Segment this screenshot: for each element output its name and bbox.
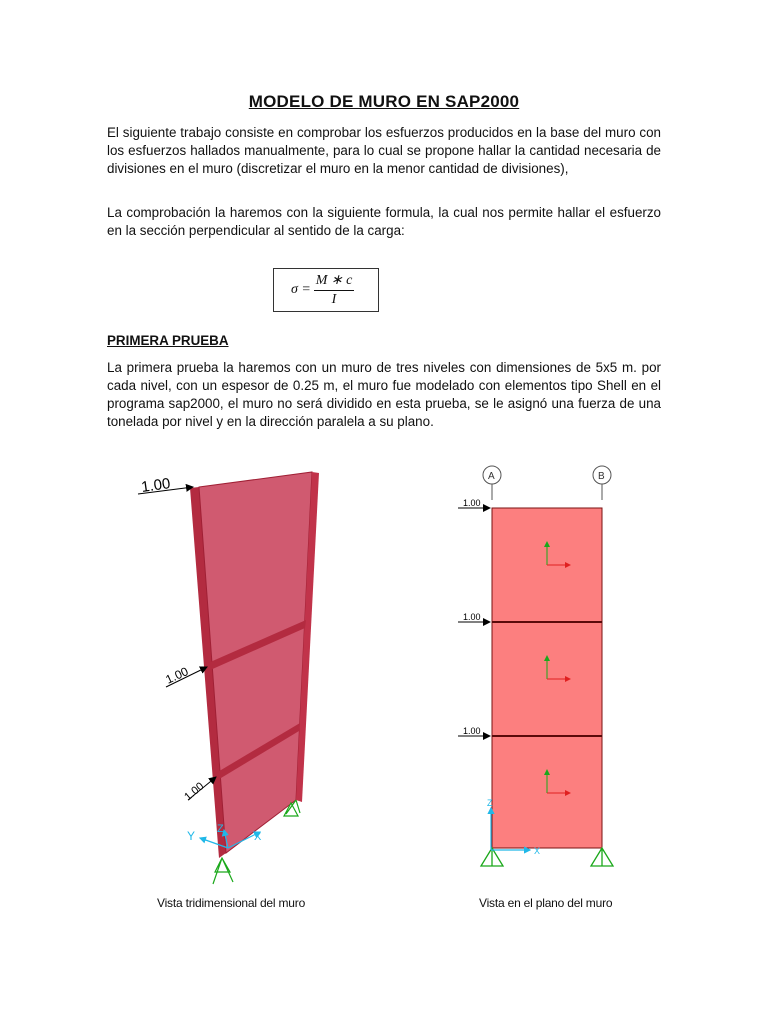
wall-plane-figure bbox=[458, 466, 613, 866]
document-title: MODELO DE MURO EN SAP2000 bbox=[248, 92, 520, 111]
axis-plane-z-label: Z bbox=[487, 798, 493, 808]
paragraph-formula-intro: La comprobación la haremos con la siguiente formula, la cual nos permite hallar el esfuerzo en la sección perpendicular al sentido de la carga: bbox=[107, 205, 661, 238]
formula-numerator: M ∗ c bbox=[314, 272, 354, 291]
axis-3d-y-label: Y bbox=[187, 829, 196, 843]
formula-denominator: I bbox=[331, 292, 337, 307]
support-3d-left-icon bbox=[213, 858, 233, 884]
support-plane-left-icon bbox=[481, 848, 503, 866]
load-label-plane-middle: 1.00 bbox=[463, 612, 481, 622]
support-plane-right-icon bbox=[591, 848, 613, 866]
axis-3d-x-label: X bbox=[254, 831, 262, 843]
load-label-3d-top: 1.00 bbox=[140, 475, 172, 496]
axis-plane-x-label: X bbox=[534, 846, 541, 856]
grid-label-a: A bbox=[488, 471, 495, 482]
axis-3d-z-label: Z bbox=[217, 823, 224, 835]
paragraph-first-test: La primera prueba la haremos con un muro de tres niveles con dimensiones de 5x5 m. por cada nivel, con un espesor de 0.25 m, el muro fue modelado con elementos tipo Shell en el programa sap2000, el muro no será dividido en esta prueba, se le asignó una fuerza de una tonelada por nivel y en la dirección paralela a su plano. bbox=[107, 360, 661, 429]
paragraph-intro: El siguiente trabajo consiste en comprobar los esfuerzos producidos en la base del muro con los esfuerzos hallados manualmente, para lo cual se propone hallar la cantidad necesaria de divisiones en el muro (discretizar el muro en la menor cantidad de divisiones), bbox=[107, 125, 661, 176]
grid-label-b: B bbox=[598, 471, 605, 482]
load-label-plane-bottom: 1.00 bbox=[463, 726, 481, 736]
caption-3d-view: Vista tridimensional del muro bbox=[157, 896, 306, 910]
section-heading: PRIMERA PRUEBA bbox=[107, 333, 229, 348]
formula-lhs: σ = bbox=[291, 282, 311, 297]
load-label-plane-top: 1.00 bbox=[463, 498, 481, 508]
load-label-3d-bottom: 1.00 bbox=[182, 780, 207, 804]
caption-plane-view: Vista en el plano del muro bbox=[479, 896, 613, 910]
load-label-3d-middle: 1.00 bbox=[163, 664, 191, 687]
